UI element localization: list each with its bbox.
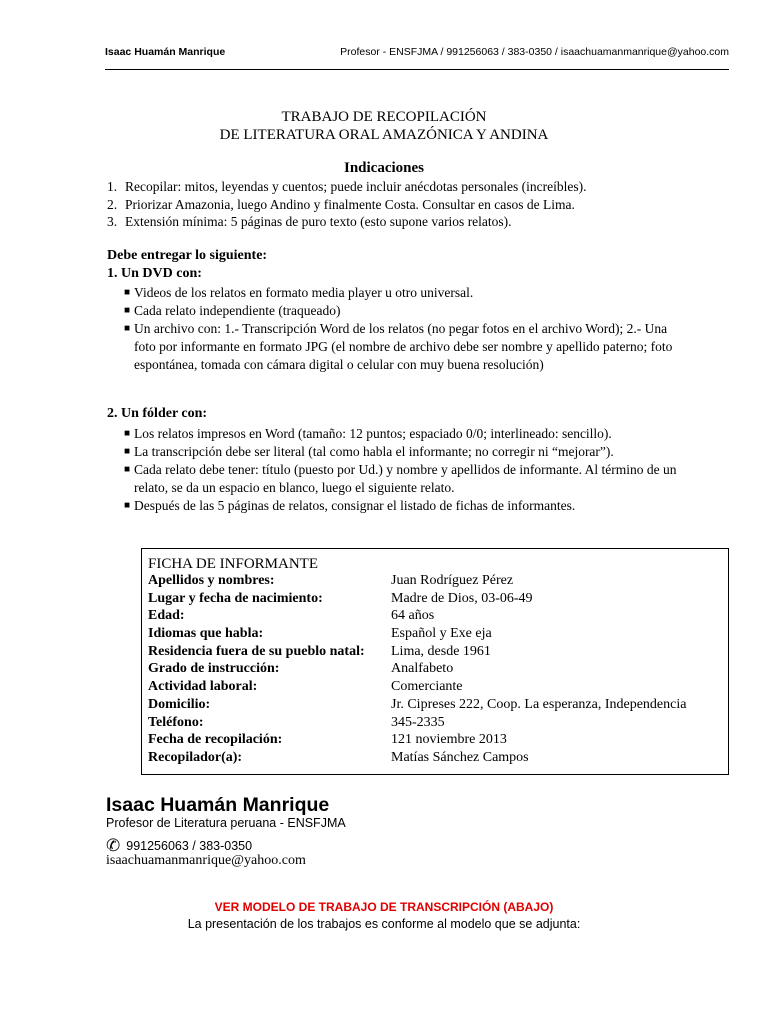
ficha-label: Grado de instrucción: — [148, 661, 280, 677]
dvd-item-text: Videos de los relatos en formato media player u otro universal. — [134, 285, 474, 300]
presentacion-note: La presentación de los trabajos es conforme al modelo que se adjunta: — [187, 917, 581, 931]
ficha-label: Teléfono: — [148, 714, 204, 730]
signature-phone — [106, 835, 252, 855]
folder-item-text: Los relatos impresos en Word (tamaño: 12 puntos; espaciado 0/0; interlineado: sencillo). — [134, 426, 612, 441]
item-text: Extensión mínima: 5 páginas de puro texto (esto supone varios relatos). — [125, 214, 512, 229]
folder-item-text: La transcripción debe ser literal (tal como habla el informante; no corregir ni “mejorar”). — [134, 444, 614, 459]
entregar-heading: Debe entregar lo siguiente: — [107, 248, 268, 263]
dvd-item-text: Cada relato independiente (traqueado) — [134, 303, 341, 318]
ficha-row — [148, 608, 722, 626]
ficha-informante-box — [141, 548, 729, 775]
ficha-row — [148, 644, 722, 662]
ficha-value: Lima, desde 1961 — [391, 643, 491, 659]
bullet-icon: ■ — [124, 446, 131, 457]
ficha-row — [148, 591, 722, 609]
folder-list — [120, 425, 680, 515]
ficha-row — [148, 626, 722, 644]
ficha-row — [148, 732, 722, 750]
ficha-value: 345-2335 — [391, 714, 445, 730]
ficha-label: Recopilador(a): — [148, 749, 243, 765]
ficha-row — [148, 661, 722, 679]
ficha-row — [148, 750, 722, 768]
ficha-value: Madre de Dios, 03-06-49 — [391, 590, 533, 606]
phone-icon: ✆ — [106, 836, 121, 855]
item-number: 1. — [107, 179, 118, 194]
bullet-icon: ■ — [124, 323, 131, 334]
ficha-label: Edad: — [148, 608, 185, 624]
indicaciones-item — [107, 178, 586, 196]
bullet-icon: ■ — [124, 500, 131, 511]
header-author-name: Isaac Huamán Manrique — [105, 46, 226, 58]
signature-email[interactable]: isaachuamanmanrique@yahoo.com — [106, 853, 306, 868]
dvd-item — [120, 320, 680, 374]
folder-heading: 2. Un fólder con: — [107, 406, 208, 421]
ficha-value: 121 noviembre 2013 — [391, 732, 507, 748]
bullet-icon: ■ — [124, 305, 131, 316]
document-title — [0, 108, 768, 144]
indicaciones-list — [107, 178, 586, 231]
ficha-label: Residencia fuera de su pueblo natal: — [148, 643, 365, 659]
folder-item — [120, 497, 680, 515]
ficha-label: Domicilio: — [148, 696, 211, 712]
dvd-item — [120, 284, 680, 302]
ficha-value: Jr. Cipreses 222, Coop. La esperanza, Independencia — [391, 696, 687, 712]
title-line-2: DE LITERATURA ORAL AMAZÓNICA Y ANDINA — [219, 127, 549, 143]
ficha-row — [148, 697, 722, 715]
bullet-icon: ■ — [124, 287, 131, 298]
ficha-title: FICHA DE INFORMANTE — [148, 556, 319, 572]
ficha-label: Fecha de recopilación: — [148, 732, 283, 748]
ficha-label: Lugar y fecha de nacimiento: — [148, 590, 323, 606]
ficha-label: Actividad laboral: — [148, 679, 258, 695]
ficha-label: Idiomas que habla: — [148, 626, 264, 642]
folder-item — [120, 443, 680, 461]
ficha-row — [148, 715, 722, 733]
item-number: 2. — [107, 196, 118, 212]
item-text: Priorizar Amazonia, luego Andino y finalmente Costa. Consultar en casos de Lima. — [125, 196, 575, 212]
indicaciones-heading: Indicaciones — [343, 160, 424, 176]
folder-item — [120, 425, 680, 443]
ficha-value: Analfabeto — [391, 661, 454, 677]
ficha-value: Juan Rodríguez Pérez — [391, 573, 514, 588]
indicaciones-item — [107, 196, 586, 214]
ficha-row — [148, 573, 722, 591]
folder-item-text: Después de las 5 páginas de relatos, consignar el listado de fichas de informantes. — [134, 498, 576, 513]
ficha-value: 64 años — [391, 608, 435, 624]
bullet-icon: ■ — [124, 428, 131, 439]
header-divider — [105, 69, 729, 70]
signature-name: Isaac Huamán Manrique — [106, 794, 330, 816]
header-contact-info: Profesor - ENSFJMA / 991256063 / 383-0350 / isaachuamanmanrique@yahoo.com — [340, 46, 729, 58]
ficha-label: Apellidos y nombres: — [148, 573, 275, 588]
title-line-1: TRABAJO DE RECOPILACIÓN — [281, 109, 487, 125]
signature-role: Profesor de Literatura peruana - ENSFJMA — [106, 816, 346, 830]
page-header — [105, 46, 729, 62]
signature-phone-number: 991256063 / 383-0350 — [126, 839, 253, 853]
ver-modelo-link: VER MODELO DE TRABAJO DE TRANSCRIPCIÓN (ABAJO) — [214, 900, 554, 914]
item-text: Recopilar: mitos, leyendas y cuentos; puede incluir anécdotas personales (increíbles). — [125, 179, 587, 194]
ficha-row — [148, 679, 722, 697]
dvd-item-text: Un archivo con: 1.- Transcripción Word de los relatos (no pegar fotos en el archivo Word); 2.- Una foto por informante en formato JPG (el nombre de archivo debe ser nombre y apellido paterno; foto espontánea, tomada con cámara digital o celular con muy buena resolución) — [134, 321, 673, 372]
ficha-value: Español y Exe eja — [391, 626, 492, 642]
dvd-item — [120, 302, 680, 320]
indicaciones-item — [107, 213, 586, 231]
dvd-heading: 1. Un DVD con: — [107, 266, 202, 281]
bullet-icon: ■ — [124, 464, 131, 475]
folder-item-text: Cada relato debe tener: título (puesto por Ud.) y nombre y apellidos de informante. Al término de un relato, se da un espacio en blanco, luego el siguiente relato. — [134, 462, 677, 495]
dvd-list — [120, 284, 680, 374]
ficha-value: Comerciante — [391, 679, 463, 695]
item-number: 3. — [107, 214, 118, 229]
ficha-value: Matías Sánchez Campos — [391, 749, 529, 765]
folder-item — [120, 461, 680, 497]
